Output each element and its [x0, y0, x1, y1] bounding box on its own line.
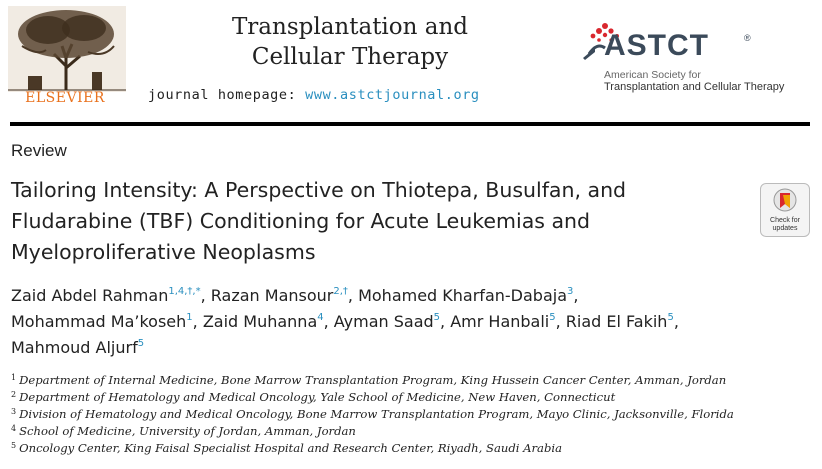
affiliation-number: 2	[11, 390, 17, 399]
author-separator: ,	[323, 312, 334, 331]
article-title	[11, 175, 731, 268]
author-affiliation-marker[interactable]: 5	[137, 338, 145, 349]
author-name[interactable]: Zaid Abdel Rahman	[11, 286, 169, 305]
author-separator: ,	[347, 286, 359, 305]
affiliation-text: Department of Internal Medicine, Bone Marrow Transplantation Program, King Hussein Cancer Center, Amman, Jordan	[19, 373, 727, 387]
check-for-updates-button[interactable]	[760, 183, 810, 237]
author-separator: ,	[200, 286, 211, 305]
affiliation-item	[11, 440, 821, 457]
bookmark-icon	[761, 186, 809, 216]
astct-subtitle-line1: American Society for	[604, 69, 701, 81]
affiliation-text: Oncology Center, King Faisal Specialist Hospital and Research Center, Riyadh, Saudi Arabia	[19, 441, 563, 455]
author-separator: ,	[673, 312, 679, 331]
check-updates-label-line2: updates	[772, 225, 798, 232]
astct-subtitle-line2: Transplantation and Cellular Therapy	[604, 81, 785, 93]
astct-wordmark: ASTCT	[604, 29, 709, 62]
author-line	[11, 335, 821, 361]
author-name[interactable]: Zaid Muhanna	[202, 312, 318, 331]
homepage-label: journal homepage:	[148, 87, 297, 103]
author-line	[11, 283, 821, 309]
author-name[interactable]: Mahmoud Aljurf	[11, 338, 138, 357]
affiliation-number: 4	[11, 424, 17, 433]
author-affiliation-marker[interactable]: 5	[433, 312, 441, 323]
affiliation-item	[11, 406, 821, 423]
journal-title-line1: Transplantation and	[231, 14, 469, 40]
author-affiliation-marker[interactable]: 5	[549, 312, 556, 323]
affiliation-item	[11, 372, 821, 389]
article-title-line: Fludarabine (TBF) Conditioning for Acute Leukemias and	[11, 209, 591, 233]
author-name[interactable]: Mohamed Kharfan-Dabaja	[358, 286, 567, 305]
affiliation-number: 3	[11, 407, 17, 416]
author-name[interactable]: Riad El Fakih	[565, 312, 668, 331]
author-name[interactable]: Ayman Saad	[333, 312, 434, 331]
author-affiliation-marker[interactable]: 1,4,†,*	[168, 286, 201, 297]
journal-title-line2: Cellular Therapy	[251, 44, 449, 70]
affiliation-item	[11, 423, 821, 440]
author-name[interactable]: Amr Hanbali	[450, 312, 550, 331]
affiliation-text: School of Medicine, University of Jordan, Amman, Jordan	[19, 424, 356, 438]
author-separator: ,	[573, 286, 579, 305]
article-title-line: Myeloproliferative Neoplasms	[11, 240, 316, 264]
author-name[interactable]: Razan Mansour	[210, 286, 334, 305]
author-name[interactable]: Mohammad Ma’koseh	[11, 312, 187, 331]
elsevier-wordmark: ELSEVIER	[25, 90, 105, 106]
affiliation-text: Department of Hematology and Medical Oncology, Yale School of Medicine, New Haven, Connecticut	[19, 390, 616, 404]
affiliation-text: Division of Hematology and Medical Oncology, Bone Marrow Transplantation Program, Mayo Clinic, Jacksonville, Florida	[19, 407, 734, 421]
affiliation-list	[11, 372, 821, 457]
check-updates-label-line1: Check for	[770, 217, 800, 224]
author-affiliation-marker[interactable]: 2,†	[333, 286, 348, 297]
homepage-link[interactable]: www.astctjournal.org	[305, 87, 480, 103]
author-affiliation-marker[interactable]: 3	[567, 286, 574, 297]
journal-title	[205, 12, 495, 72]
author-separator: ,	[555, 312, 566, 331]
article-title-line: Tailoring Intensity: A Perspective on Thiotepa, Busulfan, and	[11, 178, 627, 202]
affiliation-number: 5	[11, 441, 17, 450]
author-affiliation-marker[interactable]: 4	[317, 312, 324, 323]
author-affiliation-marker[interactable]: 1	[186, 312, 193, 323]
affiliation-item	[11, 389, 821, 406]
author-separator: ,	[440, 312, 451, 331]
affiliation-number: 1	[11, 373, 17, 382]
author-affiliation-marker[interactable]: 5	[667, 312, 674, 323]
author-line	[11, 309, 821, 335]
author-separator: ,	[192, 312, 203, 331]
author-list	[11, 283, 821, 361]
article-type: Review	[11, 141, 67, 160]
astct-registered-mark: ®	[744, 33, 751, 43]
header-divider	[10, 122, 810, 126]
journal-homepage	[148, 87, 480, 103]
